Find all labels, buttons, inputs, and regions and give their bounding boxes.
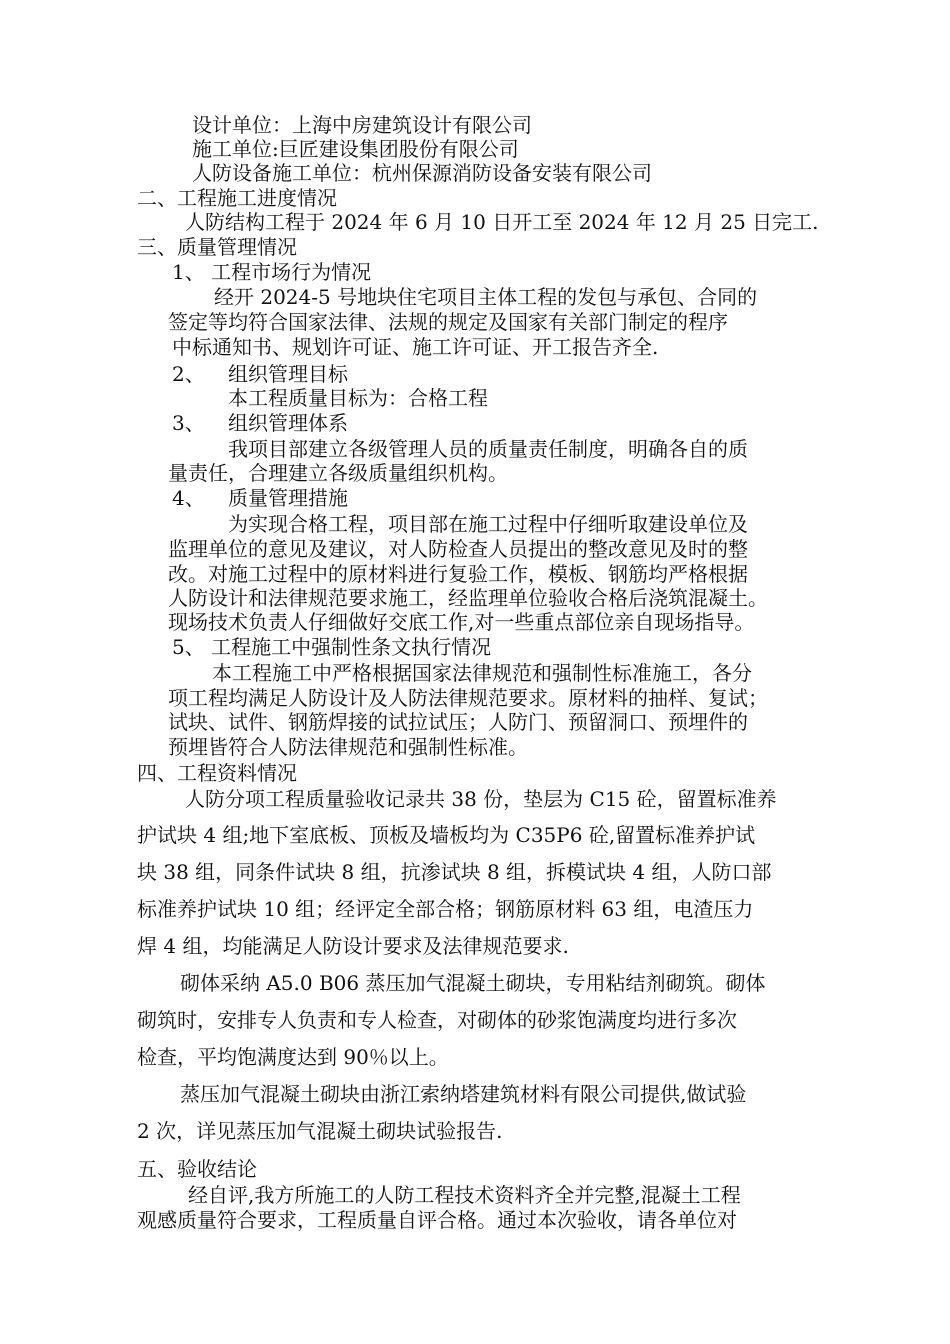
paragraph-line: 标准养护试块 10 组；经评定全部合格；钢筋原材料 63 组，电渣压力: [137, 897, 754, 921]
paragraph-line: 本工程施工中严格根据国家法律规范和强制性标准施工，各分: [212, 661, 752, 685]
item-heading-measures: 质量管理措施: [228, 486, 348, 510]
paragraph-line: 预埋皆符合人防法律规范和强制性标准。: [168, 735, 528, 759]
paragraph-line: 焊 4 组，均能满足人防设计要求及法律规范要求.: [137, 934, 569, 958]
item-heading-market: 1、 工程市场行为情况: [172, 260, 372, 284]
paragraph-line: 量责任，合理建立各级质量组织机构。: [168, 461, 508, 485]
paragraph-line: 蒸压加气混凝土砌块由浙江索纳塔建筑材料有限公司提供,做试验: [180, 1082, 747, 1106]
section-heading-conclusion: 五、验收结论: [137, 1157, 257, 1181]
paragraph-line: 砌体采纳 A5.0 B06 蒸压加气混凝土砌块，专用粘结剂砌筑。砌体: [180, 971, 766, 995]
construction-unit: 施工单位:巨匠建设集团股份有限公司: [192, 137, 519, 161]
section-heading-progress: 二、工程施工进度情况: [137, 186, 337, 210]
paragraph-line: 砌筑时，安排专人负责和专人检查，对砌体的砂浆饱满度均进行多次: [137, 1008, 737, 1032]
design-unit: 设计单位：上海中房建筑设计有限公司: [192, 113, 532, 137]
paragraph-line: 经自评,我方所施工的人防工程技术资料齐全并完整,混凝土工程: [188, 1183, 741, 1207]
paragraph-line: 观感质量符合要求，工程质量自评合格。通过本次验收，请各单位对: [137, 1208, 737, 1232]
item-heading-mandatory: 5、 工程施工中强制性条文执行情况: [172, 635, 492, 659]
paragraph-line: 改。对施工过程中的原材料进行复验工作，模板、钢筋均严格根据: [168, 562, 748, 586]
paragraph-line: 人防分项工程质量验收记录共 38 份，垫层为 C15 砼，留置标准养: [185, 787, 777, 811]
item-number: 2、: [172, 362, 205, 386]
section-heading-quality: 三、质量管理情况: [137, 235, 297, 259]
section-heading-records: 四、工程资料情况: [137, 761, 297, 785]
paragraph-line: 试块、试件、钢筋焊接的试拉试压；人防门、预留洞口、预埋件的: [168, 710, 748, 734]
paragraph-line: 块 38 组，同条件试块 8 组，抗渗试块 8 组，拆模试块 4 组，人防口部: [137, 860, 772, 884]
paragraph-line: 中标通知书、规划许可证、施工许可证、开工报告齐全.: [172, 335, 659, 359]
paragraph-line: 我项目部建立各级管理人员的质量责任制度，明确各自的质: [228, 437, 748, 461]
item-number: 3、: [172, 411, 205, 435]
paragraph-line: 为实现合格工程，项目部在施工过程中仔细听取建设单位及: [228, 512, 748, 536]
paragraph-line: 本工程质量目标为：合格工程: [228, 386, 488, 410]
item-number: 4、: [172, 486, 205, 510]
civil-defense-unit: 人防设备施工单位：杭州保源消防设备安装有限公司: [192, 161, 652, 185]
paragraph-line: 项工程均满足人防设计及人防法律规范要求。原材料的抽样、复试；: [168, 686, 768, 710]
paragraph-line: 现场技术负责人仔细做好交底工作,对一些重点部位亲自现场指导。: [168, 610, 755, 634]
paragraph-line: 签定等均符合国家法律、法规的规定及国家有关部门制定的程序: [168, 310, 728, 334]
paragraph-line: 检查，平均饱满度达到 90％以上。: [137, 1045, 449, 1069]
paragraph-line: 护试块 4 组;地下室底板、顶板及墙板均为 C35P6 砼,留置标准养护试: [137, 823, 756, 847]
progress-text: 人防结构工程于 2024 年 6 月 10 日开工至 2024 年 12 月 25 日完工.: [185, 210, 819, 234]
item-heading-target: 组织管理目标: [228, 362, 348, 386]
paragraph-line: 经开 2024-5 号地块住宅项目主体工程的发包与承包、合同的: [214, 285, 758, 309]
paragraph-line: 监理单位的意见及建议，对人防检查人员提出的整改意见及时的整: [168, 537, 748, 561]
paragraph-line: 2 次，详见蒸压加气混凝土砌块试验报告.: [137, 1119, 503, 1143]
paragraph-line: 人防设计和法律规范要求施工，经监理单位验收合格后浇筑混凝土。: [168, 586, 768, 610]
item-heading-system: 组织管理体系: [228, 411, 348, 435]
